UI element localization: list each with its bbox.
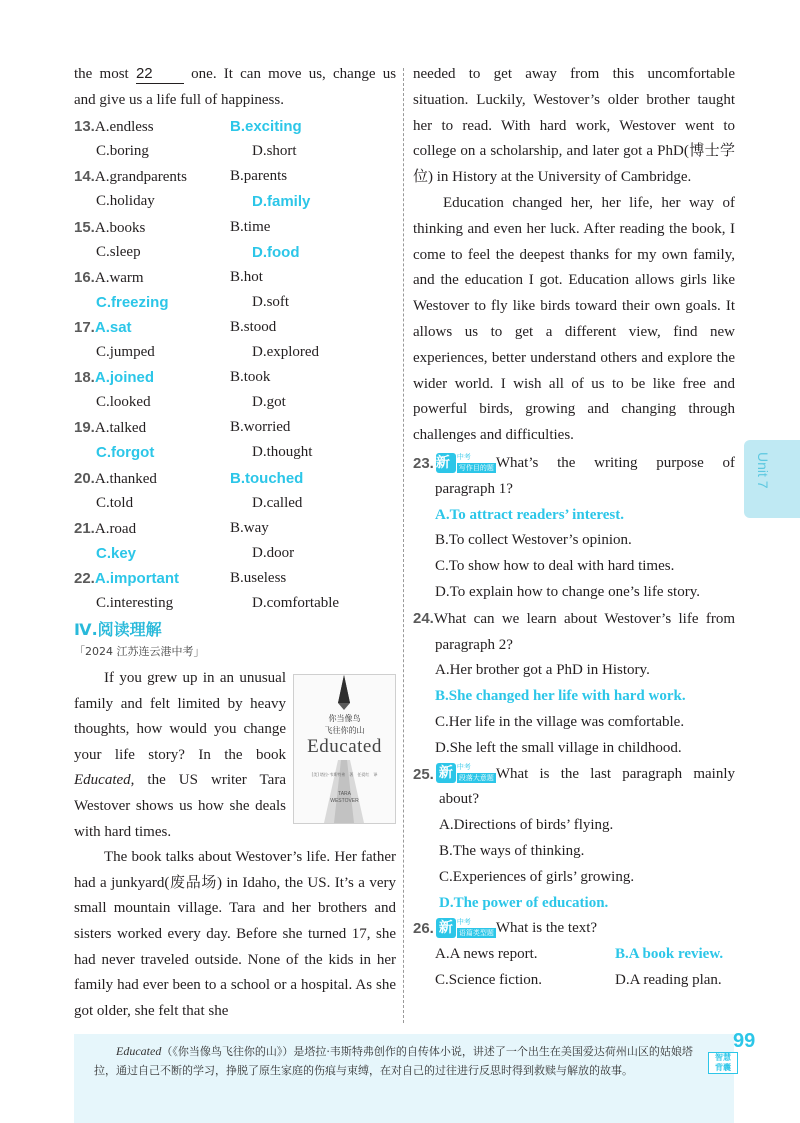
option-d[interactable]: D.door xyxy=(252,544,295,561)
q23-stem-2: paragraph 1? xyxy=(435,480,513,497)
badge-line-2: 背囊 xyxy=(715,1063,731,1072)
question-number: 15. xyxy=(74,218,95,236)
option-b[interactable]: B.way xyxy=(230,519,269,536)
source-tag: 「2024 江苏连云港中考」 xyxy=(74,645,205,659)
option-b[interactable]: B.touched xyxy=(230,469,304,487)
option-a-cell xyxy=(74,365,230,390)
q23-option-d[interactable]: D.To explain how to change one’s life story. xyxy=(435,583,700,600)
passage-para-2-cont: needed to get away from this uncomfortable situation. Luckily, Westover’s older brother taught her to read. With hard work, Westover went to college on a scholarship, and later got a PhD(博士学位) in History at the University of Cambridge. xyxy=(413,66,735,186)
q23-option-a[interactable]: A.To attract readers’ interest. xyxy=(435,506,624,523)
option-c[interactable]: C.interesting xyxy=(96,594,174,611)
option-b[interactable]: B.useless xyxy=(230,569,287,586)
intro-line-1 xyxy=(74,62,396,88)
option-row xyxy=(74,340,396,365)
q23-stem: What’s the writing purpose of xyxy=(495,454,735,471)
q24-option-a[interactable]: A.Her brother got a PhD in History. xyxy=(435,662,650,679)
option-a[interactable]: A.road xyxy=(94,520,137,537)
q26-option-d[interactable]: D.A reading plan. xyxy=(615,971,722,988)
para1-line: Educated, the US writer Tara xyxy=(74,772,286,789)
option-a[interactable]: A.thanked xyxy=(94,470,157,487)
cover-title-cn-1: 你当像鸟 xyxy=(328,714,361,723)
option-row xyxy=(74,164,396,189)
q25-stem-2: about? xyxy=(439,791,479,808)
option-row xyxy=(74,265,396,290)
passage-para-1 xyxy=(74,666,286,820)
q24-stem-2: paragraph 2? xyxy=(435,636,513,653)
option-row xyxy=(74,440,396,465)
new-exam-badge xyxy=(436,918,494,939)
cover-title-cn-2: 飞往你的山 xyxy=(324,726,365,735)
para1-line: family and felt limited by heavy xyxy=(74,695,286,712)
q26-option-a[interactable]: A.A news report. xyxy=(435,946,538,963)
section-title: Ⅳ.阅读理解 xyxy=(74,620,162,640)
badge-new-icon: 新 xyxy=(436,918,456,938)
cloze-options xyxy=(74,114,396,616)
option-a-cell xyxy=(74,265,230,290)
question-number: 16. xyxy=(74,268,95,286)
option-row xyxy=(74,390,396,415)
passage-para-2: The book talks about Westover’s life. Her father had a junkyard(废品场) in Idaho, the US. It’s a very small mountain village. Tara and her brothers and sisters worked every day. Before she turned 17, she had never traveled outside. None of the kids in her family had ever been to a school or a hospital. As she got older, she felt that she xyxy=(74,849,396,1019)
badge-new-icon: 新 xyxy=(436,453,456,473)
option-a[interactable]: A.joined xyxy=(94,369,155,387)
option-row xyxy=(74,290,396,315)
option-c[interactable]: C.sleep xyxy=(96,243,141,260)
page-number: 99 xyxy=(733,1030,756,1052)
badge-type: 段落大意题 xyxy=(458,774,494,783)
option-row xyxy=(74,516,396,541)
option-a-cell xyxy=(74,516,230,541)
option-row xyxy=(74,215,396,240)
option-b[interactable]: B.time xyxy=(230,218,271,235)
option-c[interactable]: C.boring xyxy=(96,143,149,160)
right-column xyxy=(413,62,735,994)
option-row xyxy=(74,365,396,390)
option-d[interactable]: D.family xyxy=(252,193,311,211)
option-a-cell xyxy=(74,415,230,440)
option-b[interactable]: B.worried xyxy=(230,419,291,436)
option-row xyxy=(74,491,396,516)
passage-para-3: Education changed her, her life, her way of thinking and even her luck. After reading the book, I come to feel the deepest thanks for my own family, and the education I got. Education allows girls like Westover to fly like birds toward their own goals. It allows us to get a different view, find new experiences, better understand others and explore the wider world. I wish all of us to be like free and powerful birds, growing and changing through challenges and difficulties. xyxy=(413,194,735,444)
option-a-cell xyxy=(74,114,230,139)
option-d[interactable]: D.thought xyxy=(252,444,313,461)
option-c[interactable]: C.looked xyxy=(96,394,151,411)
option-row xyxy=(74,189,396,214)
option-b[interactable]: B.exciting xyxy=(230,118,302,136)
unit-tab-label: Unit 7 xyxy=(755,452,771,489)
option-b[interactable]: B.hot xyxy=(230,268,263,285)
q25-number: 25. xyxy=(413,765,434,783)
footer-note xyxy=(74,1034,734,1123)
question-26 xyxy=(413,916,735,993)
left-column xyxy=(74,62,396,1024)
badge-top: 中考 xyxy=(456,763,471,772)
footer-italic: Educated xyxy=(116,1044,162,1058)
option-row xyxy=(74,566,396,591)
q26-option-c[interactable]: C.Science fiction. xyxy=(435,971,543,988)
question-number: 14. xyxy=(74,168,95,186)
para1-line: your life story? In the book xyxy=(74,746,286,763)
option-d[interactable]: D.comfortable xyxy=(252,594,340,611)
cover-author-en-1: TARA xyxy=(338,791,351,797)
cover-author-cn: [美] 塔拉·韦斯特弗 著 任爱红 译 xyxy=(311,772,378,777)
q26-stem: What is the text? xyxy=(495,920,598,937)
option-row xyxy=(74,315,396,340)
option-d[interactable]: D.got xyxy=(252,394,286,411)
wisdom-badge xyxy=(708,1052,738,1074)
badge-new-icon: 新 xyxy=(436,763,456,783)
q24-option-d[interactable]: D.She left the small village in childhood. xyxy=(435,739,682,756)
option-a[interactable]: A.grandparents xyxy=(94,169,187,186)
badge-top: 中考 xyxy=(456,452,471,461)
column-divider xyxy=(403,68,404,1023)
option-a[interactable]: A.important xyxy=(94,569,180,587)
option-a-cell xyxy=(74,466,230,491)
q24-option-b[interactable]: B.She changed her life with hard work. xyxy=(435,688,686,705)
intro-suffix: one. It can move us, change us xyxy=(191,66,397,82)
q24-stem: What can we learn about Westover’s life from xyxy=(433,610,735,627)
new-exam-badge xyxy=(436,763,494,784)
option-c[interactable]: C.forgot xyxy=(96,444,155,462)
badge-line-1: 智慧 xyxy=(715,1053,731,1062)
para1-line: If you grew up in an unusual xyxy=(104,670,286,687)
option-row xyxy=(74,114,396,139)
option-row xyxy=(74,541,396,566)
footer-text xyxy=(74,1034,734,1080)
question-23 xyxy=(413,451,735,606)
question-number: 22. xyxy=(74,569,95,587)
question-number: 19. xyxy=(74,419,95,437)
option-d[interactable]: D.food xyxy=(252,243,300,261)
option-a[interactable]: A.talked xyxy=(94,420,147,437)
option-row xyxy=(74,466,396,491)
option-row xyxy=(74,139,396,164)
blank-22: 22 xyxy=(136,65,184,84)
question-number: 20. xyxy=(74,469,95,487)
option-b[interactable]: B.parents xyxy=(230,168,288,185)
option-a-cell xyxy=(74,215,230,240)
q25-stem: What is the last paragraph mainly xyxy=(495,765,735,782)
option-a[interactable]: A.sat xyxy=(94,318,132,336)
option-c[interactable]: C.told xyxy=(96,494,134,511)
q23-option-c[interactable]: C.To show how to deal with hard times. xyxy=(435,558,675,575)
q23-option-b[interactable]: B.To collect Westover’s opinion. xyxy=(435,532,632,549)
question-24 xyxy=(413,606,735,762)
para1-line: thoughts, how would you change xyxy=(74,721,286,738)
q26-option-b[interactable]: B.A book review. xyxy=(615,946,724,963)
intro-line-2: and give us a life full of happiness. xyxy=(74,91,284,108)
q25-option-a[interactable]: A.Directions of birds’ flying. xyxy=(439,817,614,834)
option-c[interactable]: C.key xyxy=(96,544,137,562)
q24-option-c[interactable]: C.Her life in the village was comfortable. xyxy=(435,713,685,730)
option-d[interactable]: D.called xyxy=(252,494,303,511)
q24-number: 24. xyxy=(413,609,434,627)
book-cover-image xyxy=(293,674,396,824)
question-number: 17. xyxy=(74,318,95,336)
option-d[interactable]: D.short xyxy=(252,143,297,160)
new-exam-badge xyxy=(435,452,494,474)
question-25 xyxy=(413,762,735,917)
option-a[interactable]: A.books xyxy=(94,219,146,236)
badge-top: 中考 xyxy=(456,918,471,927)
unit-side-tab[interactable] xyxy=(744,440,800,518)
option-c[interactable]: C.jumped xyxy=(96,344,155,361)
footer-body: （《你当像鸟飞往你的山》）是塔拉·韦斯特弗创作的自传体小说，讲述了一个出生在美国爱达荷州山区的姑娘塔拉，通过自己不断的学习，挣脱了原生家庭的伤痕与束缚，在对自己的过往进行反思时得到救赎与解放的故事。 xyxy=(94,1045,693,1077)
option-d[interactable]: D.explored xyxy=(252,344,320,361)
intro-prefix: the most xyxy=(74,66,129,82)
option-a-cell xyxy=(74,315,230,340)
cover-title-en: Educated xyxy=(307,736,382,757)
q23-number: 23. xyxy=(413,454,434,472)
para1-last-line: with hard times. xyxy=(74,823,172,840)
option-row xyxy=(74,415,396,440)
question-number: 13. xyxy=(74,118,95,136)
badge-type: 写作目的题 xyxy=(458,463,494,472)
q25-option-b[interactable]: B.The ways of thinking. xyxy=(439,842,585,859)
option-c[interactable]: C.holiday xyxy=(96,193,155,210)
option-a-cell xyxy=(74,164,230,189)
para1-lines xyxy=(74,666,286,820)
option-row xyxy=(74,591,396,616)
option-a[interactable]: A.warm xyxy=(94,269,144,286)
option-a[interactable]: A.endless xyxy=(94,119,154,136)
book-title-italic: Educated xyxy=(74,772,131,789)
option-b[interactable]: B.took xyxy=(230,369,271,386)
option-d[interactable]: D.soft xyxy=(252,293,290,310)
option-row xyxy=(74,240,396,265)
question-number: 21. xyxy=(74,519,95,537)
badge-type: 语篇类型题 xyxy=(458,929,494,938)
option-b[interactable]: B.stood xyxy=(230,318,277,335)
q25-option-d[interactable]: D.The power of education. xyxy=(439,894,609,911)
cover-author-en-2: WESTOVER xyxy=(330,798,359,804)
option-a-cell xyxy=(74,566,230,591)
q26-number: 26. xyxy=(413,920,434,938)
question-number: 18. xyxy=(74,369,95,387)
para1-line: Westover shows us how she deals xyxy=(74,798,286,815)
option-c[interactable]: C.freezing xyxy=(96,293,169,311)
q25-option-c[interactable]: C.Experiences of girls’ growing. xyxy=(439,868,635,885)
